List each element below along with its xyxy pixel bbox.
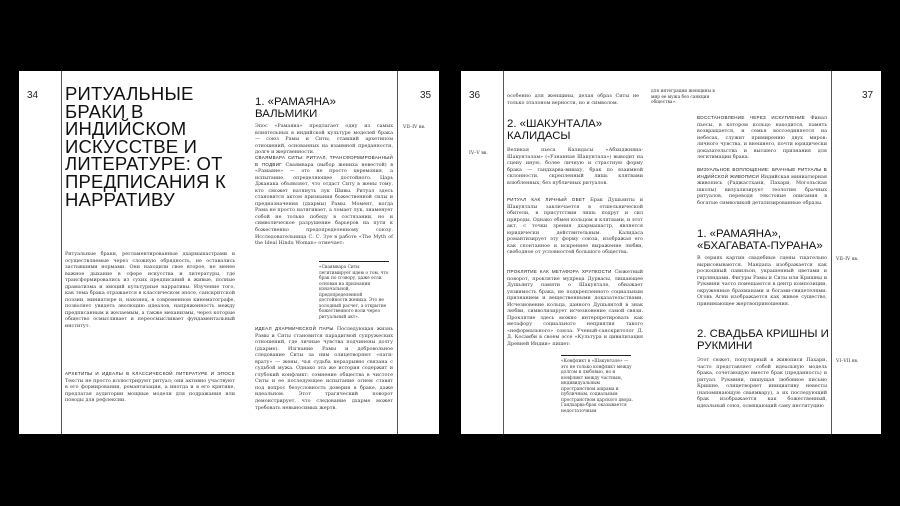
- forest-caption: РИТУАЛ КАК ЛИЧНЫЙ ОБЕТ: [507, 197, 586, 202]
- curse-caption: ПРОКЛЯТИЕ КАК МЕТАФОРА ХРУПКОСТИ: [507, 269, 612, 274]
- atonement-block: [697, 115, 827, 161]
- section2-margin-date: IV–V вв.: [469, 151, 488, 156]
- curse-block: [507, 269, 643, 348]
- atonement-text: Финал пьесы, в котором кольцо находится, память возвращается, и семья воссоединяется на небесах, служит примирению двух миров: личного чувства, и внешнего, почти юридически доказательства и высшего признания для легитимации брака.: [697, 115, 827, 161]
- top-margin-note: для интеграции женщины в мир ее мужа без санкции общества».: [651, 89, 715, 105]
- dharma-caption: ИДЕАЛ ДХАРМИЧЕСКОЙ ПАРЫ: [255, 326, 334, 331]
- column-rule: [61, 71, 62, 434]
- section1-margin-date: VII–IV вв.: [403, 125, 426, 130]
- section3-margin-date: VII–IV вв.: [836, 257, 859, 262]
- dharma-block: [255, 326, 393, 411]
- section4-margin-date: VI–VII вв.: [836, 359, 859, 364]
- quote-rule: [319, 261, 389, 262]
- svayamvara-caption: СВАЯМВАРА СИТЫ: РИТУАЛ, ТРАНСФОРМИРОВАННЫЙ В ПОДВИГ: [255, 155, 393, 167]
- section3-text: В сериях картин свадебные сцены тщательно вырисовываются. Мандапа изображается как роскошный павильон, украшенный цветами и гирляндами. Фигуры Рамы и Ситы или Кришны и Рукмини часто помещаются в центр композиции, окруженные брахманами и богами-свидетелями. Огонь Агни изображается как живое существо, принимающее жертвоприношения.: [697, 255, 827, 307]
- visual-block: [697, 167, 827, 206]
- section1-text: Эпос «Рамаяна» предлагает одну из самых влиятельных в индийской культуре моделей брака — союз Рамы и Ситы, ставший архетипом отношений, основанных на взаимной преданности, долге и жертвенности.: [255, 123, 393, 156]
- archetypes-text: Тексты не просто иллюстрируют ритуал; они активно участвуют в его формировании, романтизации, а иногда и в его критике, предлагая аудитории мощные модели для подражания или поводы для рефлексии.: [65, 377, 235, 404]
- section2-text: Великая пьеса Калидасы «Абхиджняна-Шакунталам» («Узнанная Шакунтала») выводит на сцену иную, более личную и страстную форму брака — гандхарва-виваху, брак по взаимной склонности, скрепленный лишь клятвами влюбленных, без публичных ритуалов.: [507, 147, 643, 186]
- section4-title: 2. СВАДЬБА КРИШНЫ И РУКМИНИ: [697, 328, 829, 352]
- chapter-title: РИТУАЛЬНЫЕ БРАКИ В ИНДИЙСКОМ ИСКУССТВЕ И ЛИТЕРАТУРЕ: ОТ ПРЕДПИСАНИЯ К НАРРАТИВУ: [65, 83, 226, 210]
- archetypes-block: [65, 371, 235, 404]
- forest-text: Брак Душьянты и Шакунталы заключается в отшельнической обители, в присутствии лишь подруг и сил природы. Однако обмен кольцом и клятвами, и этот акт, с точки зрения дхармашастр, является юридически действительным. Калидаса романтизирует эту форму союза, изображая его как спонтанное и искреннее выражение любви, свободное от условностей большого общества.: [507, 197, 643, 256]
- page-number-right: 35: [420, 90, 432, 101]
- margin-rule-right: [831, 71, 832, 434]
- curse-text: Сюжетный поворот, проклятие мудреца Дурвасы, лишающее Душьянту памяти о Шакунтале, обнажает уязвимость брака, не подкрепленного социальным признанием и вещественными доказательствами. Исчезновение кольца, данного Душьянтой в знак любви, символизирует исчезновение самой связи. Проклятие здесь можно интерпретировать как метафору социального неприятия такого «неформального» союза. Ученый-санскритолог Д. Д. Косамби в своем эссе «Культура и цивилизация Древней Индии» пишет:: [507, 269, 643, 348]
- dharma-text: Последующая жизнь Рамы и Ситы становится парадигмой супружеских отношений, где личные чувства подчинены долгу (дхарме). Изгнание Рамы и добровольное следование Ситы за ним олицетворяют «пати-врату» — жены, чья судьба неразрывно связана с судьбой мужа. Однако эта же история содержит и глубокий конфликт: сомнение общества в чистоте Ситы и ее последующее испытание огнем ставят под вопрос безусловность доверия в браке, даже идеальном. Этот трагический поворот демонстрирует, что следование дхарме может требовать невыносимых жертв.: [255, 326, 394, 411]
- page-number-right: 37: [862, 90, 874, 101]
- curse-quote: «Конфликт в «Шакунтале» — это не только конфликт между долгом и любовью, но и конфликт между частным, индивидуальным пространством ашрама и публичным, социальным пространством царского двора. Гандхарва-брак оказывается недостаточным: [561, 359, 633, 414]
- svayamvara-quote: «Сваямвара Ситы легитимирует идею о том, что брак по сговору, даже если основан на признании изначальной, предопределенной достойности жениха. Это не холодный расчет, а открытие божественного воли через ритуальный акт».: [319, 265, 389, 320]
- section3-title: 1. «РАМАЯНА», «БХАГАВАТА-ПУРАНА»: [697, 228, 823, 252]
- margin-rule: [397, 71, 398, 434]
- visual-text: Индийская миниатюрная живопись (Раджастхани, Пахари, Могольская школы) визуализирует теологию брачных ритуалов, переводя текстовые описания в богатые символикой детализированные образы.: [697, 173, 828, 206]
- top-continuation: особенно для женщины, делая образ Ситы не только эталоном верности, но и символом.: [507, 93, 639, 106]
- visual-caption: ВИЗУАЛЬНОЕ ВОПЛОЩЕНИЕ: БРАЧНЫЕ РИТУАЛЫ В ИНДИЙСКОЙ ЖИВОПИСИ: [697, 167, 827, 179]
- section2-title: 2. «ШАКУНТАЛА» КАЛИДАСЫ: [507, 118, 603, 142]
- left-spread: [19, 71, 439, 434]
- svayamvara-text: Сваямвара (выбор жениха невестой) в «Рамаяне» — это не просто церемония, а испытание, определяющее достойного. Царь Джанака объявляет, что отдаст Ситу в жены тому, кто сможет натянуть лук Шивы. Ритуал здесь становится актом признания божественной силы и предназначения (дхармы) Рамы. Момент, когда Рама не просто натягивает, а ломает лук, знаменует собой не только победу в состязании, но и символическое разрушение барьеров на пути к божественно предопределенному союзу. Исследовательница С. С. Зуе в работе «The Myth of the Ideal Hindu Woman» отмечает:: [255, 161, 393, 247]
- page-number-left: 34: [27, 90, 39, 101]
- margin-rule-left: [503, 71, 504, 434]
- quote-rule: [561, 355, 631, 356]
- archetypes-caption: АРХЕТИПЫ И ИДЕАЛЫ В КЛАССИЧЕСКОЙ ЛИТЕРАТУРЕ И ЭПОСЕ: [65, 371, 235, 376]
- atonement-caption: ВОССТАНОВЛЕНИЕ ЧЕРЕЗ ИСКУПЛЕНИЕ: [697, 115, 806, 120]
- page-number-left: 36: [469, 90, 481, 101]
- svayamvara-block: [255, 155, 393, 247]
- section1-title: 1. «РАМАЯНА» ВАЛЬМИКИ: [255, 96, 336, 120]
- section4-text: Этот сюжет, популярный в живописи Пахари, часто представляет собой идеальную модель брака, сочетающую вместе брак (преданность) и ритуал. Рукмини, пишущая любовное письмо Кришне, олицетворяет инициативу невесты (напоминающую сваямвару), а их последующий брак изображается как божественный, идеальный союз, освящающий саму институцию: [697, 357, 827, 409]
- forest-block: [507, 197, 643, 256]
- intro-paragraph: Ритуальные браки, регламентированные дхармашастрами и осуществляемые через сложную обрядность, не оставались застывшими нормами. Они находили свое второе, не менее важное дыхание в сфере искусства и литературы, где трансформировались из сухих предписаний в живые, полные драматизма и эмоций культурные нарративы. Изучение того, как тема брака отражается в классическом эпосе, санскритской поэзии, миниатюре и, наконец, в современном кинематографе, позволяет увидеть эволюцию идеалов, напряженность между предписанным и желаемым, а также механизмы, через которые общество осмысливает и переосмысливает фундаментальный институт.: [65, 251, 235, 330]
- right-spread: [461, 71, 881, 434]
